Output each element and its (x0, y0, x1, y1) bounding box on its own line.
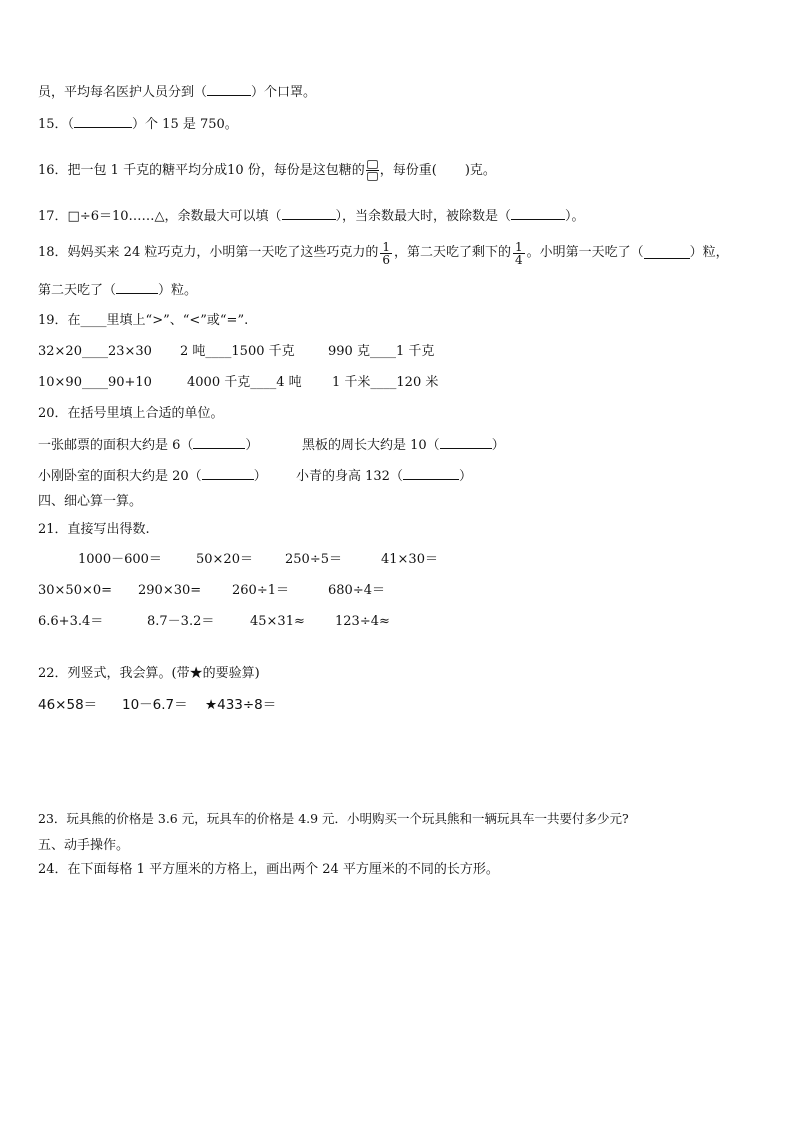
compare-item[interactable]: 4000 千克____4 吨 (187, 375, 302, 390)
q17-text: 17．□÷6＝10……△，余数最大可以填（ (38, 209, 282, 224)
answer-blank[interactable] (440, 437, 492, 449)
question-21-title: 21．直接写出得数. (38, 522, 150, 537)
vertical-calc-item[interactable]: 46×58＝ (38, 697, 98, 713)
unit-text-end: ） (245, 438, 259, 453)
q14-tail (38, 84, 316, 101)
compare-item[interactable]: 1 千米____120 米 (332, 375, 439, 390)
vertical-calc-item[interactable]: 10－6.7＝ (122, 697, 188, 713)
answer-blank[interactable] (282, 208, 336, 220)
question-15 (38, 116, 238, 133)
q18-text-6: ）粒。 (158, 283, 198, 298)
calc-item[interactable]: 260÷1＝ (232, 583, 289, 598)
q14-text: 员，平均每名医护人员分到（ (38, 85, 208, 100)
question-17 (38, 208, 585, 225)
fraction-one-sixth: $\frac{1}{6}$ (382, 239, 390, 267)
calc-item[interactable]: 290×30= (138, 583, 202, 598)
calc-item[interactable]: 1000－600＝ (78, 552, 162, 567)
question-19-title: 19．在____里填上“>”、“<”或“=”. (38, 313, 249, 328)
answer-blank[interactable] (207, 84, 251, 96)
question-22-title: 22．列竖式，我会算。(带★的要验算) (38, 666, 260, 681)
unit-item (296, 468, 472, 485)
answer-blank[interactable] (193, 437, 245, 449)
q16-text-3: )克。 (464, 163, 496, 178)
answer-blank[interactable] (116, 282, 158, 294)
compare-item[interactable]: 32×20____23×30 (38, 344, 152, 359)
question-23: 23．玩具熊的价格是 3.6 元，玩具车的价格是 4.9 元．小明购买一个玩具熊和一辆玩具车一共要付多少元? (38, 811, 629, 826)
question-20-title: 20．在括号里填上合适的单位。 (38, 406, 224, 421)
unit-text: 小青的身高 132（ (296, 469, 403, 484)
q14-text-end: ）个口罩。 (251, 85, 317, 100)
compare-item[interactable]: 10×90____90+10 (38, 375, 152, 390)
unit-text-end: ） (491, 438, 505, 453)
q18-text-5: 第二天吃了（ (38, 283, 117, 298)
q18-text-4: ）粒， (689, 245, 729, 260)
question-18 (38, 236, 729, 270)
vertical-calc-item[interactable]: ★433÷8＝ (205, 697, 277, 713)
calc-item[interactable]: 50×20＝ (196, 552, 253, 567)
answer-blank[interactable] (511, 208, 565, 220)
answer-blank[interactable] (74, 116, 132, 128)
question-18-line2 (38, 282, 197, 299)
q18-text: 18．妈妈买来 24 粒巧克力，小明第一天吃了这些巧克力的 (38, 245, 379, 260)
compare-item[interactable]: 2 吨____1500 千克 (180, 344, 295, 359)
unit-text-end: ） (458, 469, 472, 484)
calc-item[interactable]: 30×50×0= (38, 583, 113, 598)
calc-item[interactable]: 123÷4≈ (335, 614, 390, 629)
fraction-one-fourth: $\frac{1}{4}$ (515, 239, 523, 267)
answer-blank[interactable] (202, 468, 254, 480)
fraction-blank[interactable] (366, 160, 379, 181)
calc-item[interactable]: 6.6+3.4＝ (38, 614, 104, 629)
unit-item (38, 437, 258, 454)
q17-text-3: ）。 (565, 209, 585, 224)
unit-text-end: ） (253, 469, 267, 484)
unit-item (302, 437, 505, 454)
answer-blank[interactable] (644, 247, 690, 259)
calc-item[interactable]: 250÷5＝ (285, 552, 342, 567)
q15-text-end: ）个 15 是 750。 (132, 117, 238, 132)
q16-text-2: ，每份重( (379, 163, 437, 178)
question-24: 24．在下面每格 1 平方厘米的方格上，画出两个 24 平方厘米的不同的长方形。 (38, 862, 499, 877)
q17-text-2: ），当余数最大时，被除数是（ (335, 209, 512, 224)
section-4-heading: 四、细心算一算。 (38, 494, 143, 509)
q15-text: 15．（ (38, 117, 75, 132)
compare-item[interactable]: 990 克____1 千克 (328, 344, 435, 359)
calc-item[interactable]: 45×31≈ (250, 614, 305, 629)
q18-text-2: ，第二天吃了剩下的 (394, 245, 512, 260)
calc-item[interactable]: 680÷4＝ (328, 583, 385, 598)
unit-item (38, 468, 267, 485)
unit-text: 小刚卧室的面积大约是 20（ (38, 469, 202, 484)
unit-text: 黑板的周长大约是 10（ (302, 438, 440, 453)
q18-text-3: 。小明第一天吃了（ (526, 245, 644, 260)
question-16 (38, 160, 496, 181)
section-5-heading: 五、动手操作。 (38, 838, 130, 853)
answer-blank[interactable] (403, 468, 459, 480)
calc-item[interactable]: 41×30＝ (381, 552, 438, 567)
calc-item[interactable]: 8.7－3.2＝ (147, 614, 215, 629)
unit-text: 一张邮票的面积大约是 6（ (38, 438, 194, 453)
q16-text: 16．把一包 1 千克的糖平均分成10 份，每份是这包糖的 (38, 163, 365, 178)
